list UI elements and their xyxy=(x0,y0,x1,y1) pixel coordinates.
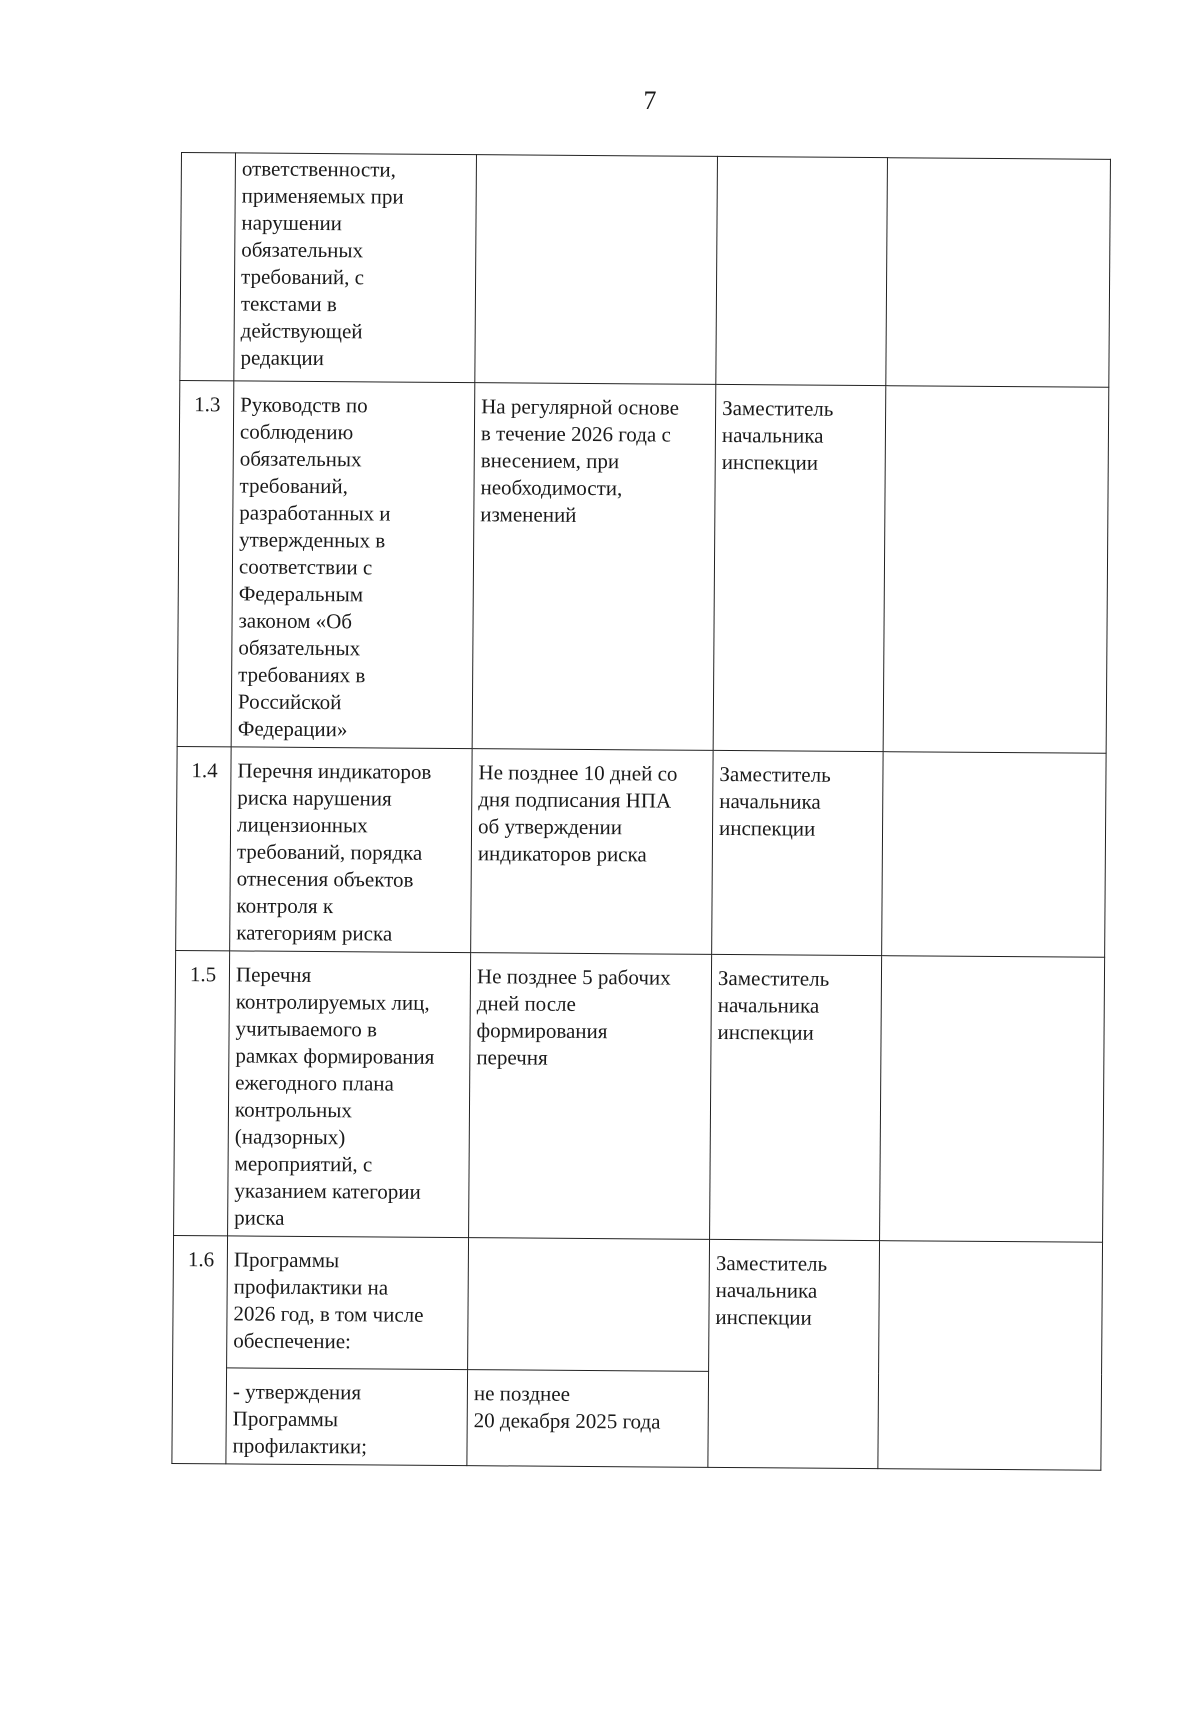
item-name-cell xyxy=(231,381,475,749)
item-name-line: требованиях в xyxy=(238,662,366,688)
item-name-line: обеспечение: xyxy=(233,1328,351,1354)
empty-cell xyxy=(878,1241,1103,1471)
item-name-line: отнесения объектов xyxy=(236,866,414,892)
responsible-line: инспекции xyxy=(717,1019,814,1045)
item-name-line: контролируемых лиц, xyxy=(235,989,430,1015)
item-name-line: Федеральным xyxy=(238,581,364,607)
responsible-cell xyxy=(716,156,888,385)
item-name-line: требований, порядка xyxy=(236,839,423,865)
page-number: 7 xyxy=(643,86,657,115)
responsible-line: начальника xyxy=(721,422,824,448)
item-name-line: Российской xyxy=(237,689,342,715)
item-name-line: рамках формирования xyxy=(235,1043,435,1069)
item-name-line: соответствии с xyxy=(238,554,373,580)
item-name-line: Программы xyxy=(232,1406,339,1432)
table-row xyxy=(173,1235,1103,1374)
term-line: Не позднее 10 дней со xyxy=(478,760,678,786)
term-line: На регулярной основе xyxy=(481,394,680,420)
table-row xyxy=(177,380,1109,753)
responsible-line: Заместитель xyxy=(717,965,830,991)
item-name-line: разработанных и xyxy=(239,500,391,526)
term-line: 20 декабря 2025 года xyxy=(473,1408,661,1434)
term-cell xyxy=(468,1238,710,1372)
term-line: об утверждении xyxy=(477,814,623,840)
term-cell xyxy=(472,383,716,751)
responsible-line: инспекции xyxy=(721,449,819,475)
responsible-line: начальника xyxy=(719,788,821,814)
empty-cell xyxy=(880,956,1105,1243)
responsible-line: Заместитель xyxy=(719,761,831,787)
empty-cell xyxy=(882,752,1106,958)
row-number-cell: 1.3 xyxy=(177,380,234,746)
item-name-line: редакции xyxy=(240,345,325,371)
term-cell xyxy=(467,1370,709,1468)
item-name-line: мероприятий, с xyxy=(234,1151,373,1177)
item-name-line: ответственности, xyxy=(241,156,397,182)
empty-cell xyxy=(883,386,1109,754)
item-name-line: 2026 год, в том числе xyxy=(233,1301,424,1327)
responsible-cell xyxy=(712,750,883,955)
term-line: не позднее xyxy=(473,1381,571,1406)
item-name-line: утвержденных в xyxy=(239,527,386,553)
item-name-line: требований, xyxy=(239,473,349,499)
item-name-cell xyxy=(234,153,477,383)
item-name-line: обязательных xyxy=(238,635,361,661)
item-name-line: Перечня xyxy=(235,962,312,987)
term-line: Не позднее 5 рабочих xyxy=(476,964,671,990)
table-row xyxy=(174,950,1105,1242)
row-number-cell: 1.5 xyxy=(174,950,230,1235)
term-line: индикаторов риска xyxy=(477,841,647,867)
term-line: изменений xyxy=(480,502,577,527)
item-name-cell xyxy=(227,1236,469,1370)
row-number-cell: 1.4 xyxy=(176,746,231,950)
item-name-line: профилактики; xyxy=(232,1433,368,1459)
term-line: перечня xyxy=(476,1045,548,1070)
responsible-cell xyxy=(710,954,882,1240)
item-name-line: ежегодного плана xyxy=(235,1070,394,1096)
item-name-line: законом «Об xyxy=(238,608,353,634)
plan-table xyxy=(171,152,1111,1471)
item-name-line: контрольных xyxy=(234,1097,353,1123)
term-line: в течение 2026 года с xyxy=(480,421,671,447)
table-row xyxy=(180,153,1111,388)
item-name-line: обязательных xyxy=(241,237,364,263)
item-name-line: Федерации» xyxy=(237,716,348,742)
item-name-line: категориям риска xyxy=(236,920,393,946)
row-number-cell: 1.6 xyxy=(172,1235,228,1463)
responsible-line: начальника xyxy=(715,1277,818,1303)
item-name-line: обязательных xyxy=(239,446,362,472)
term-cell xyxy=(471,749,713,955)
item-name-line: лицензионных xyxy=(236,812,368,838)
item-name-line: риска xyxy=(234,1205,285,1230)
responsible-line: инспекции xyxy=(715,1304,812,1330)
term-line: дней после xyxy=(476,991,576,1016)
item-name-line: - утверждения xyxy=(232,1379,362,1405)
item-name-line: Руководств по xyxy=(240,392,368,418)
item-name-cell xyxy=(230,747,472,953)
responsible-cell xyxy=(708,1239,880,1468)
item-name-line: учитываемого в xyxy=(235,1016,378,1042)
term-line: необходимости, xyxy=(480,475,623,501)
responsible-cell xyxy=(713,384,886,751)
term-cell xyxy=(475,155,718,385)
item-name-line: риска нарушения xyxy=(237,785,392,811)
responsible-line: Заместитель xyxy=(715,1250,828,1276)
item-name-cell xyxy=(228,951,471,1238)
row-number-cell xyxy=(180,153,236,381)
item-name-line: контроля к xyxy=(236,893,334,919)
term-line: внесением, при xyxy=(480,448,620,474)
item-name-cell xyxy=(226,1368,468,1466)
item-name-line: нарушении xyxy=(241,210,343,236)
item-name-line: Перечня индикаторов xyxy=(237,758,432,784)
item-name-line: текстами в xyxy=(240,291,337,317)
item-name-line: требований, с xyxy=(241,264,365,290)
item-name-line: соблюдению xyxy=(239,419,354,445)
item-name-line: применяемых при xyxy=(241,183,404,209)
responsible-line: Заместитель xyxy=(722,395,834,421)
empty-cell xyxy=(886,158,1111,388)
table-row xyxy=(176,746,1106,957)
item-name-line: профилактики на xyxy=(233,1274,389,1300)
term-cell xyxy=(469,953,712,1240)
item-name-line: Программы xyxy=(233,1247,340,1273)
item-name-line: действующей xyxy=(240,318,363,344)
term-line: дня подписания НПА xyxy=(478,787,672,813)
responsible-line: начальника xyxy=(717,992,820,1018)
term-line: формирования xyxy=(476,1018,608,1044)
responsible-line: инспекции xyxy=(718,815,816,841)
item-name-line: (надзорных) xyxy=(234,1124,346,1150)
item-name-line: указанием категории xyxy=(234,1178,421,1204)
